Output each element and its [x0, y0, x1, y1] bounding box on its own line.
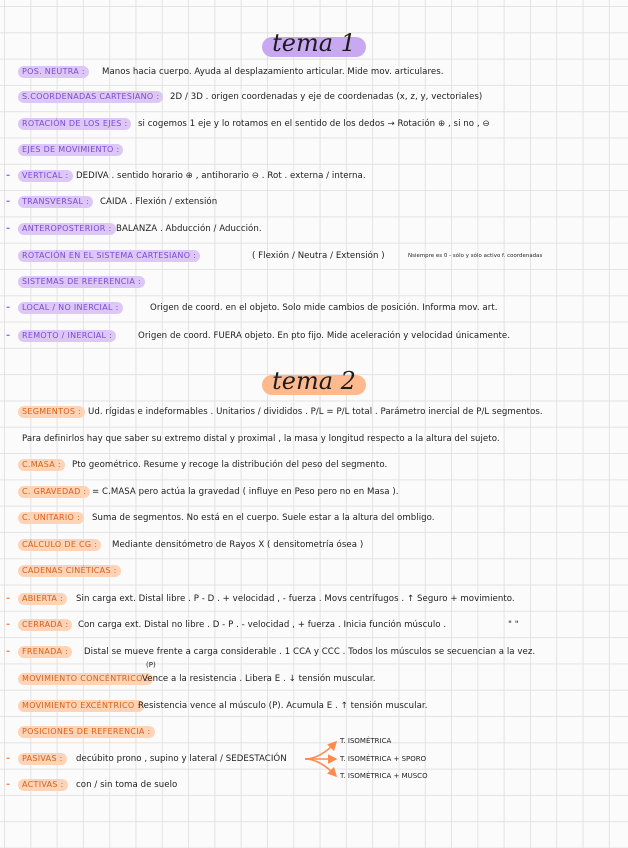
- note-text: Suma de segmentos. No está en el cuerpo. Suele estar a la altura del ombligo.: [92, 513, 435, 523]
- note-text: decúbito prono , supino y lateral / SEDESTACIÓN: [76, 754, 287, 764]
- term-highlight: LOCAL / NO INERCIAL :: [18, 302, 123, 314]
- tema-1-title: tema 1: [0, 28, 628, 58]
- bullet-dash: -: [6, 302, 11, 313]
- note-text: Sin carga ext. Distal libre . P - D . + velocidad , - fuerza . Movs centrífugos . ↑ Seguro + movimiento.: [76, 594, 515, 604]
- branch-label: T. ISOMÉTRICA + SPORO: [340, 755, 427, 763]
- note-line: [0, 508, 628, 528]
- term-highlight: EJES DE MOVIMIENTO :: [18, 144, 123, 156]
- note-line: [0, 298, 628, 318]
- note-line: [0, 455, 628, 475]
- term-highlight: REMOTO / INERCIAL :: [18, 330, 116, 342]
- term-highlight: MOVIMIENTO EXCÉNTRICO :: [18, 700, 144, 712]
- term-highlight: PASIVAS :: [18, 753, 67, 765]
- term-highlight: S.COORDENADAS CARTESIANO :: [18, 91, 163, 103]
- term-highlight: ACTIVAS :: [18, 779, 68, 791]
- term-highlight: TRANSVERSAL :: [18, 196, 93, 208]
- note-text: Ud. rígidas e indeformables . Unitarios / divididos . P/L = P/L total . Parámetro inercial de P/L segmentos.: [88, 407, 543, 417]
- note-line: [0, 140, 628, 160]
- bullet-dash: -: [6, 593, 11, 604]
- bullet-dash: -: [6, 196, 11, 207]
- note-text: CAIDA . Flexión / extensión: [100, 197, 218, 207]
- bullet-dash: -: [6, 170, 11, 181]
- bullet-dash: -: [6, 753, 11, 764]
- note-line: [0, 87, 628, 107]
- term-highlight: FRENADA :: [18, 646, 72, 658]
- note-text: = C.MASA pero actúa la gravedad ( influye en Peso pero no en Masa ).: [92, 487, 399, 497]
- note-text: Pto geométrico. Resume y recoge la distribución del peso del segmento.: [72, 460, 388, 470]
- note-line: [0, 696, 628, 716]
- note-line: [0, 272, 628, 292]
- note-text: Con carga ext. Distal no libre . D - P . - velocidad , + fuerza . Inicia función músculo .: [78, 620, 447, 630]
- note-text: con / sin toma de suelo: [76, 780, 178, 790]
- bullet-dash: -: [6, 779, 11, 790]
- note-text: Resistencia vence al músculo (P). Acumula E . ↑ tensión muscular.: [138, 701, 428, 711]
- note-line: [0, 561, 628, 581]
- note-text: Origen de coord. en el objeto. Solo mide cambios de posición. Informa mov. art.: [150, 303, 498, 313]
- term-highlight: VERTICAL :: [18, 170, 73, 182]
- note-line: [0, 219, 628, 239]
- note-line: [0, 482, 628, 502]
- note-text: Para definirlos hay que saber su extremo distal y proximal , la masa y longitud respecto a la altura del sujeto.: [22, 434, 500, 444]
- term-highlight: POS. NEUTRA :: [18, 66, 89, 78]
- note-line: [0, 402, 628, 422]
- note-text: si cogemos 1 eje y lo rotamos en el sentido de los dedos → Rotación ⊕ , si no , ⊖: [138, 119, 490, 129]
- branch-label: T. ISOMÉTRICA + MUSCO: [340, 772, 428, 780]
- term-highlight: CERRADA :: [18, 619, 72, 631]
- note-line: [0, 642, 628, 662]
- term-highlight: C. GRAVEDAD :: [18, 486, 90, 498]
- bullet-dash: -: [6, 330, 11, 341]
- note-text: Origen de coord. FUERA objeto. En pto fijo. Mide aceleración y velocidad únicamente.: [138, 331, 511, 341]
- term-highlight: SISTEMAS DE REFERENCIA :: [18, 276, 145, 288]
- tema-2-title: tema 2: [0, 366, 628, 396]
- term-highlight: MOVIMIENTO CONCÉNTRICO :: [18, 673, 153, 685]
- note-line: [0, 535, 628, 555]
- term-highlight: ABIERTA :: [18, 593, 67, 605]
- note-line: [0, 589, 628, 609]
- note-line: [0, 615, 628, 635]
- note-text: ( Flexión / Neutra / Extensión ): [252, 251, 385, 261]
- note-line: [0, 114, 628, 134]
- note-line: [0, 166, 628, 186]
- note-text: DEDIVA . sentido horario ⊕ , antihorario ⊖ . Rot . externa / interna.: [76, 171, 366, 181]
- note-text: Distal se mueve frente a carga considerable . 1 CCA y CCC . Todos los músculos se secuencian a la vez.: [84, 647, 536, 657]
- note-aside: Nsiempre es 0 - sólo y sólo activo f. coordenadas: [408, 253, 543, 259]
- term-highlight: C.MASA :: [18, 459, 65, 471]
- term-highlight: ROTACIÓN EN EL SISTEMA CARTESIANO :: [18, 250, 200, 262]
- branch-label: T. ISOMÉTRICA: [340, 737, 392, 745]
- annotation-p: (P): [146, 661, 156, 669]
- note-text: Mediante densitómetro de Rayos X ( densitometría ósea ): [112, 540, 364, 550]
- term-highlight: POSICIONES DE REFERENCIA :: [18, 726, 155, 738]
- bullet-dash: -: [6, 619, 11, 630]
- note-text: BALANZA . Abducción / Aducción.: [116, 224, 262, 234]
- bullet-dash: -: [6, 646, 11, 657]
- note-line: [0, 246, 628, 266]
- note-line: [0, 429, 628, 449]
- term-highlight: ROTACIÓN DE LOS EJES :: [18, 118, 131, 130]
- term-highlight: CADENAS CINÉTICAS :: [18, 565, 121, 577]
- bullet-dash: -: [6, 223, 11, 234]
- note-line: [0, 62, 628, 82]
- note-line: [0, 326, 628, 346]
- note-text: Vence a la resistencia . Libera E . ↓ tensión muscular.: [142, 674, 376, 684]
- ditto-marks: " ": [508, 620, 519, 630]
- note-line: [0, 192, 628, 212]
- term-highlight: SEGMENTOS :: [18, 406, 85, 418]
- term-highlight: CÁLCULO DE CG :: [18, 539, 101, 551]
- note-line: [0, 669, 628, 689]
- note-text: 2D / 3D . origen coordenadas y eje de coordenadas (x, z, y, vectoriales): [170, 92, 483, 102]
- term-highlight: C. UNITARIO :: [18, 512, 84, 524]
- term-highlight: ANTEROPOSTERIOR :: [18, 223, 116, 235]
- note-text: Manos hacia cuerpo. Ayuda al desplazamiento articular. Mide mov. articulares.: [102, 67, 444, 77]
